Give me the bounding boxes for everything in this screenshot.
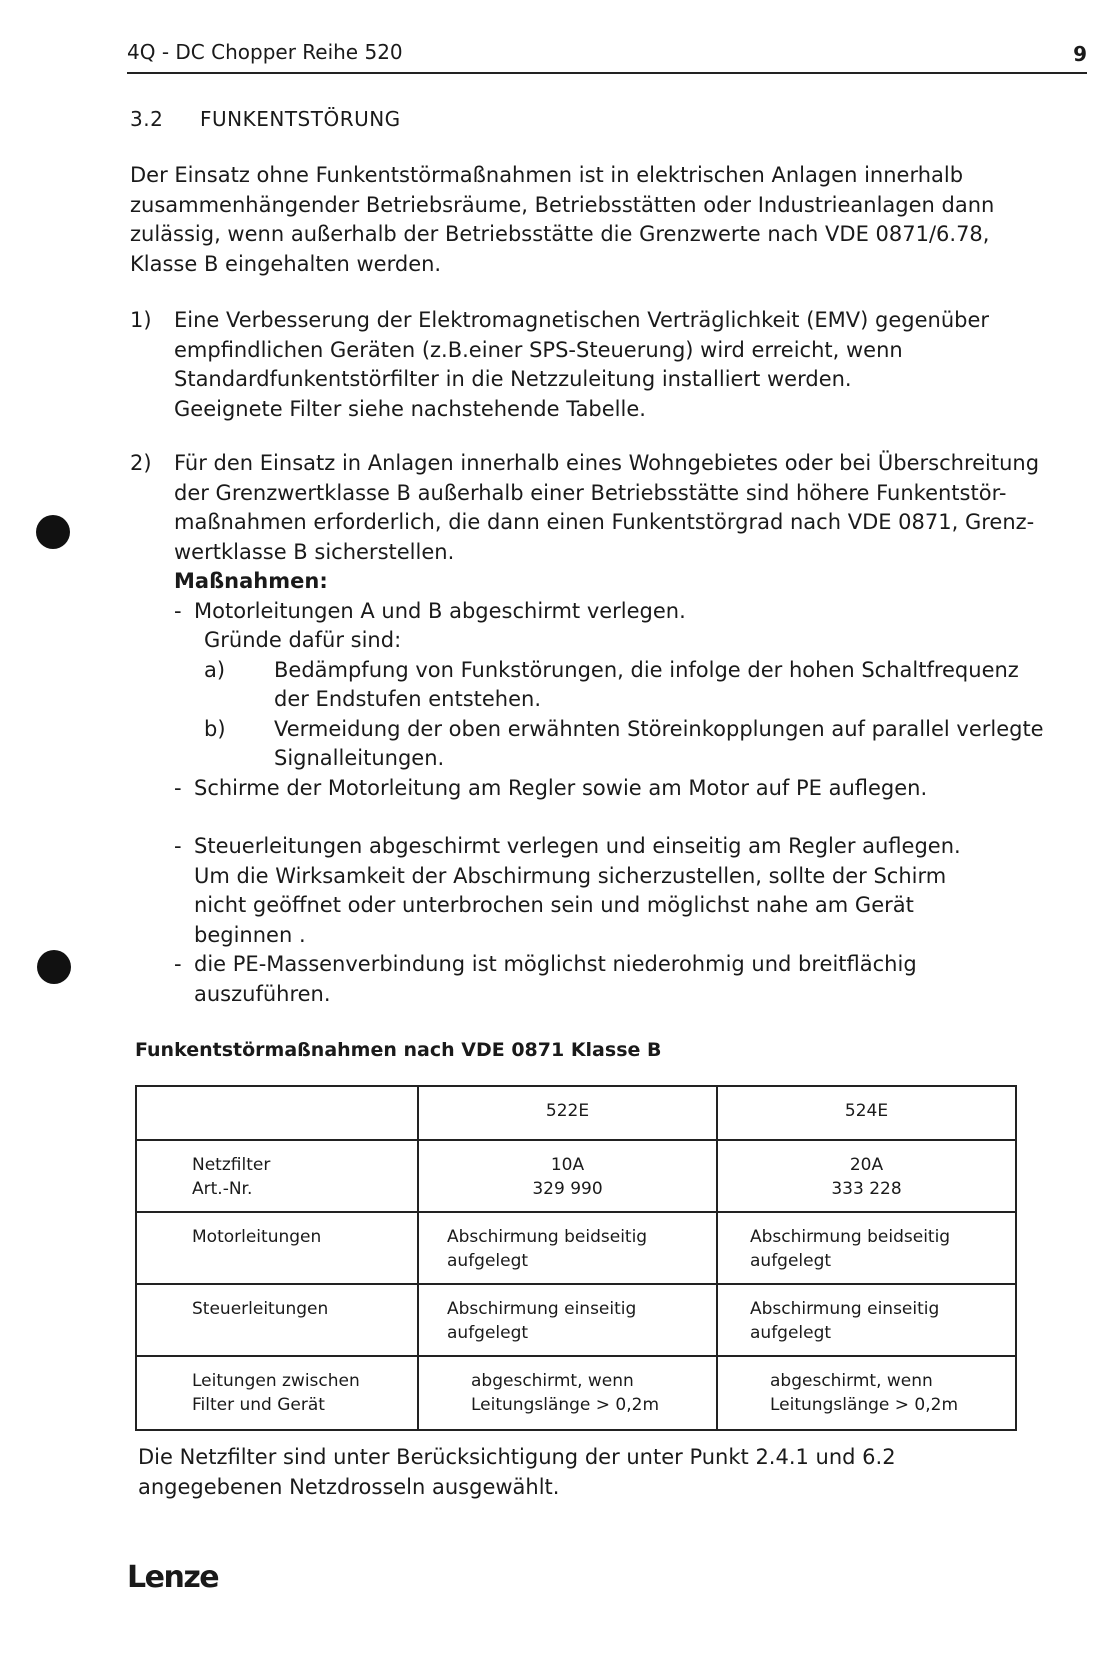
text-line: Vermeidung der oben erwähnten Störeinkopplungen auf parallel verlegte bbox=[274, 716, 1044, 741]
text-line: wertklasse B sicherstellen. bbox=[174, 539, 455, 564]
text-line: auszuführen. bbox=[194, 981, 331, 1006]
cell-line: 329 990 bbox=[532, 1179, 603, 1199]
document-title: 4Q - DC Chopper Reihe 520 bbox=[127, 40, 403, 64]
cell-line: aufgelegt bbox=[447, 1323, 529, 1343]
punch-hole bbox=[37, 950, 71, 984]
text-line: empfindlichen Geräten (z.B.einer SPS-Steuerung) wird erreicht, wenn bbox=[174, 337, 903, 362]
section-title: FUNKENTSTÖRUNG bbox=[200, 107, 401, 131]
cell-line: Abschirmung beidseitig bbox=[750, 1227, 951, 1247]
value-cell-524e bbox=[717, 1212, 1016, 1284]
measure-item: - Steuerleitungen abgeschirmt verlegen und einseitig am Regler auflegen. Um die Wirksamkeit der Abschirmung sicherzustellen, sollte der Schirm nicht geöffnet oder unterbrochen sein und möglichst nahe am Gerät beginnen . bbox=[174, 832, 1100, 950]
text-line: Geeignete Filter siehe nachstehende Tabelle. bbox=[174, 396, 646, 421]
list-item-2 bbox=[130, 449, 1100, 1009]
punch-hole bbox=[36, 515, 70, 549]
row-label-cell bbox=[136, 1284, 418, 1356]
table-row bbox=[136, 1356, 1016, 1430]
cell-line: Steuerleitungen bbox=[192, 1299, 329, 1319]
text-line: zulässig, wenn außerhalb der Betriebsstätte die Grenzwerte nach VDE 0871/6.78, bbox=[130, 222, 990, 246]
cell-line: Motorleitungen bbox=[192, 1227, 322, 1247]
footer-note bbox=[138, 1443, 1018, 1502]
interference-table bbox=[135, 1085, 1017, 1431]
text-line: der Grenzwertklasse B außerhalb einer Betriebsstätte sind höhere Funkentstör- bbox=[174, 480, 1007, 505]
value-cell-522e bbox=[418, 1140, 717, 1212]
header-cell bbox=[136, 1086, 418, 1140]
cell-line: Abschirmung einseitig bbox=[750, 1299, 940, 1319]
row-label-cell bbox=[136, 1140, 418, 1212]
measure-item: - Motorleitungen A und B abgeschirmt verlegen. bbox=[174, 598, 686, 623]
list-item-1 bbox=[130, 306, 1100, 424]
cell-line: 333 228 bbox=[831, 1179, 902, 1199]
header-cell-522e: 522E bbox=[418, 1086, 717, 1140]
value-cell-524e bbox=[717, 1140, 1016, 1212]
value-cell-522e bbox=[418, 1212, 717, 1284]
measure-text: Schirme der Motorleitung am Regler sowie am Motor auf PE auflegen. bbox=[194, 775, 928, 800]
text-line: beginnen . bbox=[194, 922, 306, 947]
row-label-cell bbox=[136, 1212, 418, 1284]
table-title: Funkentstörmaßnahmen nach VDE 0871 Klasse B bbox=[135, 1039, 662, 1061]
reason-label: a) bbox=[204, 657, 226, 682]
value-cell-522e bbox=[418, 1356, 717, 1430]
text-line: Standardfunkentstörfilter in die Netzzuleitung installiert werden. bbox=[174, 367, 852, 391]
measure-item: - Schirme der Motorleitung am Regler sowie am Motor auf PE auflegen. bbox=[174, 775, 928, 800]
reason-item-a bbox=[174, 656, 1100, 715]
text-line: Eine Verbesserung der Elektromagnetischen Verträglichkeit (EMV) gegenüber bbox=[174, 308, 990, 332]
measure-item: - die PE-Massenverbindung ist möglichst niederohmig und breitflächig auszuführen. bbox=[174, 950, 1100, 1009]
page-number: 9 bbox=[1073, 42, 1087, 66]
cell-line: Netzfilter bbox=[192, 1155, 271, 1175]
cell-line: Abschirmung einseitig bbox=[447, 1299, 637, 1319]
reason-label: b) bbox=[204, 716, 226, 741]
text-line: Signalleitungen. bbox=[274, 746, 445, 770]
text-line: Bedämpfung von Funkstörungen, die infolge der hohen Schaltfrequenz bbox=[274, 657, 1019, 682]
section-heading bbox=[130, 107, 401, 131]
section-number: 3.2 bbox=[130, 107, 164, 131]
intro-paragraph bbox=[130, 161, 1070, 279]
cell-line: Leitungslänge > 0,2m bbox=[770, 1395, 959, 1415]
table-row bbox=[136, 1284, 1016, 1356]
reason-item-b bbox=[174, 715, 1100, 774]
list-marker: 2) bbox=[130, 451, 152, 475]
text-line: Der Einsatz ohne Funkentstörmaßnahmen ist in elektrischen Anlagen innerhalb bbox=[130, 163, 964, 187]
cell-line: 10A bbox=[550, 1155, 585, 1175]
table-header-row bbox=[136, 1086, 1016, 1140]
cell-line: Art.-Nr. bbox=[192, 1179, 253, 1199]
lenze-logo: Lenze bbox=[127, 1560, 219, 1595]
text-line: die PE-Massenverbindung ist möglichst niederohmig und breitflächig bbox=[194, 952, 917, 976]
text-line: Um die Wirksamkeit der Abschirmung sicherzustellen, sollte der Schirm bbox=[194, 863, 947, 888]
list-marker: 1) bbox=[130, 308, 152, 332]
cell-line: Abschirmung beidseitig bbox=[447, 1227, 648, 1247]
cell-line: aufgelegt bbox=[750, 1323, 832, 1343]
measures-heading: Maßnahmen: bbox=[174, 569, 328, 593]
table-row bbox=[136, 1140, 1016, 1212]
text-line: Steuerleitungen abgeschirmt verlegen und einseitig am Regler auflegen. bbox=[194, 834, 961, 858]
text-line: angegebenen Netzdrosseln ausgewählt. bbox=[138, 1474, 560, 1499]
cell-line: aufgelegt bbox=[447, 1251, 529, 1271]
cell-line: abgeschirmt, wenn bbox=[471, 1371, 634, 1391]
text-line: der Endstufen entstehen. bbox=[274, 687, 542, 711]
row-label-cell bbox=[136, 1356, 418, 1430]
text-line: maßnahmen erforderlich, die dann einen Funkentstörgrad nach VDE 0871, Grenz- bbox=[174, 510, 1035, 534]
text-line: Die Netzfilter sind unter Berücksichtigung der unter Punkt 2.4.1 und 6.2 bbox=[138, 1445, 896, 1469]
cell-line: 20A bbox=[849, 1155, 884, 1175]
page-header bbox=[127, 38, 1087, 74]
reasons-heading: Gründe dafür sind: bbox=[204, 628, 402, 652]
value-cell-524e bbox=[717, 1284, 1016, 1356]
table-row bbox=[136, 1212, 1016, 1284]
measure-text: Motorleitungen A und B abgeschirmt verlegen. bbox=[194, 598, 686, 623]
header-cell-524e: 524E bbox=[717, 1086, 1016, 1140]
cell-line: Filter und Gerät bbox=[192, 1395, 325, 1415]
cell-line: Leitungslänge > 0,2m bbox=[471, 1395, 660, 1415]
text-line: nicht geöffnet oder unterbrochen sein und möglichst nahe am Gerät bbox=[194, 893, 914, 917]
text-line: Klasse B eingehalten werden. bbox=[130, 251, 442, 276]
value-cell-524e bbox=[717, 1356, 1016, 1430]
value-cell-522e bbox=[418, 1284, 717, 1356]
cell-line: Leitungen zwischen bbox=[192, 1371, 360, 1391]
text-line: zusammenhängender Betriebsräume, Betriebsstätten oder Industrieanlagen dann bbox=[130, 192, 995, 217]
cell-line: aufgelegt bbox=[750, 1251, 832, 1271]
cell-line: abgeschirmt, wenn bbox=[770, 1371, 933, 1391]
text-line: Für den Einsatz in Anlagen innerhalb eines Wohngebietes oder bei Überschreitung bbox=[174, 451, 1040, 475]
